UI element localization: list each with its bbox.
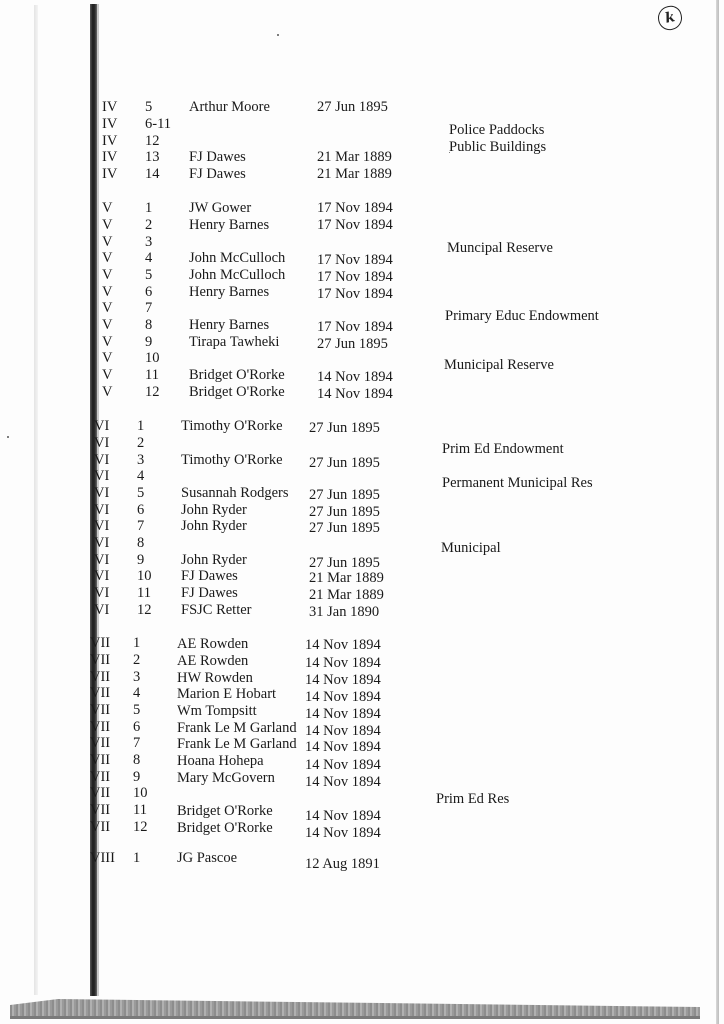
owner-name-cell: Frank Le M Garland <box>177 736 297 752</box>
lot-cell: 1 <box>133 850 141 866</box>
owner-name-cell: Bridget O'Rorke <box>189 384 285 400</box>
lot-cell: 8 <box>137 535 145 551</box>
section-cell: VII <box>90 752 111 768</box>
register-row <box>90 850 410 872</box>
grant-date-cell: 27 Jun 1895 <box>309 420 380 436</box>
lot-cell: 4 <box>137 468 145 484</box>
section-cell: VI <box>94 452 110 468</box>
register-row <box>102 149 422 166</box>
register-row <box>102 267 422 284</box>
section-cell: V <box>102 234 113 250</box>
section-cell: VI <box>94 535 110 551</box>
grant-date-cell: 17 Nov 1894 <box>317 252 393 268</box>
section-cell: V <box>102 217 113 233</box>
lot-cell: 1 <box>137 418 145 434</box>
grant-date-cell: 21 Mar 1889 <box>317 149 392 165</box>
grant-date-cell: 14 Nov 1894 <box>305 655 381 671</box>
register-row <box>102 367 422 384</box>
register-row <box>102 116 422 133</box>
grant-date-cell: 14 Nov 1894 <box>305 672 381 688</box>
grant-date-cell: 14 Nov 1894 <box>305 774 381 790</box>
note-public-buildings: Public Buildings <box>449 139 547 155</box>
owner-name-cell: Frank Le M Garland <box>177 720 297 736</box>
register-row <box>90 785 410 802</box>
register-row <box>102 300 422 317</box>
owner-name-cell: John McCulloch <box>189 267 286 283</box>
section-cell: VI <box>94 485 110 501</box>
section-cell: IV <box>102 166 118 182</box>
register-row <box>102 350 422 367</box>
register-row <box>94 552 414 569</box>
grant-date-cell: 27 Jun 1895 <box>309 555 380 571</box>
grant-date-cell: 21 Mar 1889 <box>309 587 384 603</box>
scan-speck <box>7 436 9 438</box>
note-permanent-municipal-res: Permanent Municipal Res <box>442 475 593 491</box>
owner-name-cell: FJ Dawes <box>181 585 238 601</box>
lot-cell: 2 <box>133 652 141 668</box>
owner-name-cell: John McCulloch <box>189 250 286 266</box>
lot-cell: 3 <box>137 452 145 468</box>
lot-cell: 12 <box>137 602 152 618</box>
section-cell: V <box>102 334 113 350</box>
lot-cell: 5 <box>137 485 145 501</box>
note-municipal-reserve: Municipal Reserve <box>444 357 554 373</box>
grant-date-cell: 14 Nov 1894 <box>305 689 381 705</box>
owner-name-cell: FJ Dawes <box>181 568 238 584</box>
section-cell: V <box>102 350 113 366</box>
lot-cell: 13 <box>145 149 160 165</box>
section-cell: VI <box>94 585 110 601</box>
grant-date-cell: 17 Nov 1894 <box>317 269 393 285</box>
register-row <box>94 435 414 452</box>
grant-date-cell: 27 Jun 1895 <box>317 336 388 352</box>
section-cell: V <box>102 300 113 316</box>
lot-cell: 9 <box>133 769 141 785</box>
grant-date-cell: 17 Nov 1894 <box>317 217 393 233</box>
section-cell: V <box>102 284 113 300</box>
section-cell: VI <box>94 602 110 618</box>
grant-date-cell: 17 Nov 1894 <box>317 200 393 216</box>
section-cell: V <box>102 317 113 333</box>
owner-name-cell: Arthur Moore <box>189 99 270 115</box>
section-cell: VI <box>94 502 110 518</box>
register-row <box>102 317 422 334</box>
grant-date-cell: 27 Jun 1895 <box>309 520 380 536</box>
lot-cell: 6-11 <box>145 116 172 132</box>
lot-cell: 7 <box>133 735 141 751</box>
grant-date-cell: 12 Aug 1891 <box>305 856 380 872</box>
grant-date-cell: 27 Jun 1895 <box>317 99 388 115</box>
owner-name-cell: John Ryder <box>181 518 247 534</box>
scan-speck <box>277 34 279 36</box>
lot-cell: 10 <box>137 568 152 584</box>
register-row <box>90 702 410 722</box>
section-cell: VII <box>90 719 111 735</box>
grant-date-cell: 27 Jun 1895 <box>309 455 380 471</box>
register-row <box>90 669 410 686</box>
note-primary-educ-endowment: Primary Educ Endowment <box>445 308 599 324</box>
register-row <box>94 518 414 535</box>
register-row <box>102 99 422 116</box>
lot-cell: 5 <box>133 702 141 718</box>
owner-name-cell: Henry Barnes <box>189 284 270 300</box>
page-fold-shadow <box>34 5 38 995</box>
register-row <box>102 217 422 234</box>
grant-date-cell: 14 Nov 1894 <box>305 637 381 653</box>
section-cell: V <box>102 200 113 216</box>
section-cell: VII <box>90 685 111 701</box>
lot-cell: 11 <box>133 802 147 818</box>
note-muncipal-reserve: Muncipal Reserve <box>447 240 553 256</box>
grant-date-cell: 21 Mar 1889 <box>317 166 392 182</box>
owner-name-cell: HW Rowden <box>177 670 253 686</box>
owner-name-cell: FJ Dawes <box>189 166 246 182</box>
lot-cell: 5 <box>145 99 153 115</box>
lot-cell: 9 <box>145 334 153 350</box>
note-prim-ed-res: Prim Ed Res <box>436 791 510 807</box>
register-row <box>94 485 414 502</box>
section-cell: IV <box>102 133 118 149</box>
lot-cell: 1 <box>145 200 153 216</box>
register-row <box>94 535 414 552</box>
grant-date-cell: 27 Jun 1895 <box>309 504 380 520</box>
lot-cell: 12 <box>133 819 148 835</box>
section-cell: V <box>102 367 113 383</box>
grant-date-cell: 14 Nov 1894 <box>305 825 381 841</box>
register-row <box>102 384 422 401</box>
register-row <box>102 284 422 301</box>
register-row <box>94 568 414 585</box>
owner-name-cell: Bridget O'Rorke <box>189 367 285 383</box>
section-cell: VII <box>90 819 111 835</box>
owner-name-cell: Timothy O'Rorke <box>181 452 283 468</box>
lot-cell: 7 <box>145 300 153 316</box>
grant-date-cell: 14 Nov 1894 <box>305 706 381 722</box>
grant-date-cell: 27 Jun 1895 <box>309 487 380 503</box>
owner-name-cell: FSJC Retter <box>181 602 252 618</box>
lot-cell: 11 <box>145 367 159 383</box>
section-cell: IV <box>102 99 118 115</box>
register-row <box>102 133 422 150</box>
handwritten-page-mark: k <box>656 4 684 32</box>
register-row <box>102 250 422 267</box>
owner-name-cell: AE Rowden <box>177 636 249 652</box>
owner-name-cell: Henry Barnes <box>189 217 270 233</box>
section-cell: VI <box>94 552 110 568</box>
owner-name-cell: Marion E Hobart <box>177 686 277 702</box>
register-row <box>90 652 410 669</box>
section-cell: VI <box>94 518 110 534</box>
section-cell: VII <box>90 785 111 801</box>
lot-cell: 6 <box>145 284 153 300</box>
owner-name-cell: John Ryder <box>181 502 247 518</box>
lot-cell: 11 <box>137 585 151 601</box>
section-cell: VIII <box>90 850 115 866</box>
grant-date-cell: 14 Nov 1894 <box>305 723 381 739</box>
register-row <box>90 719 410 739</box>
register-row <box>90 735 410 755</box>
register-row <box>94 452 414 469</box>
section-cell: VI <box>94 468 110 484</box>
grant-date-cell: 31 Jan 1890 <box>309 604 380 620</box>
lot-cell: 10 <box>133 785 148 801</box>
owner-name-cell: Bridget O'Rorke <box>177 820 273 836</box>
register-row <box>90 685 410 705</box>
lot-cell: 2 <box>145 217 153 233</box>
register-row <box>94 502 414 519</box>
right-page-edge <box>716 0 719 1024</box>
register-row <box>90 819 410 841</box>
lot-cell: 6 <box>133 719 141 735</box>
owner-name-cell: Timothy O'Rorke <box>181 418 283 434</box>
lot-cell: 1 <box>133 635 141 651</box>
grant-date-cell: 14 Nov 1894 <box>317 386 393 402</box>
section-cell: VII <box>90 702 111 718</box>
lot-cell: 10 <box>145 350 160 366</box>
lot-cell: 5 <box>145 267 153 283</box>
register-row <box>102 200 422 217</box>
lot-cell: 3 <box>133 669 141 685</box>
owner-name-cell: JW Gower <box>189 200 252 216</box>
grant-date-cell: 17 Nov 1894 <box>317 286 393 302</box>
lot-cell: 8 <box>145 317 153 333</box>
lot-cell: 8 <box>133 752 141 768</box>
owner-name-cell: Hoana Hohepa <box>177 753 264 769</box>
lot-cell: 4 <box>133 685 141 701</box>
section-cell: VII <box>90 652 111 668</box>
grant-date-cell: 14 Nov 1894 <box>305 757 381 773</box>
owner-name-cell: Henry Barnes <box>189 317 270 333</box>
register-row <box>90 769 410 790</box>
grant-date-cell: 14 Nov 1894 <box>305 808 381 824</box>
register-row <box>94 602 414 619</box>
register-row <box>94 418 414 435</box>
lot-cell: 9 <box>137 552 145 568</box>
owner-name-cell: Susannah Rodgers <box>181 485 289 501</box>
lot-cell: 12 <box>145 133 160 149</box>
section-cell: VII <box>90 769 111 785</box>
section-cell: IV <box>102 149 118 165</box>
lot-cell: 14 <box>145 166 160 182</box>
bottom-scan-edge <box>10 1016 700 1019</box>
section-cell: VII <box>90 802 111 818</box>
grant-date-cell: 14 Nov 1894 <box>305 739 381 755</box>
lot-cell: 12 <box>145 384 160 400</box>
lot-cell: 2 <box>137 435 145 451</box>
owner-name-cell: Wm Tompsitt <box>177 703 257 719</box>
lot-cell: 3 <box>145 234 153 250</box>
section-cell: IV <box>102 116 118 132</box>
section-cell: VII <box>90 635 111 651</box>
owner-name-cell: AE Rowden <box>177 653 249 669</box>
register-row <box>94 468 414 485</box>
grant-date-cell: 14 Nov 1894 <box>317 369 393 385</box>
register-row <box>90 635 410 652</box>
register-row <box>102 166 422 183</box>
section-cell: VII <box>90 735 111 751</box>
owner-name-cell: Mary McGovern <box>177 770 275 786</box>
register-row <box>90 802 410 824</box>
section-cell: V <box>102 267 113 283</box>
section-cell: VI <box>94 435 110 451</box>
section-cell: V <box>102 250 113 266</box>
register-row <box>90 752 410 773</box>
section-cell: V <box>102 384 113 400</box>
register-row <box>102 234 422 251</box>
grant-date-cell: 17 Nov 1894 <box>317 319 393 335</box>
grant-date-cell: 21 Mar 1889 <box>309 570 384 586</box>
lot-cell: 6 <box>137 502 145 518</box>
section-cell: VI <box>94 418 110 434</box>
owner-name-cell: Tirapa Tawheki <box>189 334 280 350</box>
lot-cell: 7 <box>137 518 145 534</box>
register-row <box>94 585 414 602</box>
owner-name-cell: JG Pascoe <box>177 850 238 866</box>
owner-name-cell: FJ Dawes <box>189 149 246 165</box>
note-police-paddocks: Police Paddocks <box>449 122 545 138</box>
note-municipal: Municipal <box>441 540 501 556</box>
owner-name-cell: Bridget O'Rorke <box>177 803 273 819</box>
owner-name-cell: John Ryder <box>181 552 247 568</box>
note-prim-ed-endowment: Prim Ed Endowment <box>442 441 564 457</box>
register-row <box>102 334 422 351</box>
lot-cell: 4 <box>145 250 153 266</box>
section-cell: VI <box>94 568 110 584</box>
section-cell: VII <box>90 669 111 685</box>
